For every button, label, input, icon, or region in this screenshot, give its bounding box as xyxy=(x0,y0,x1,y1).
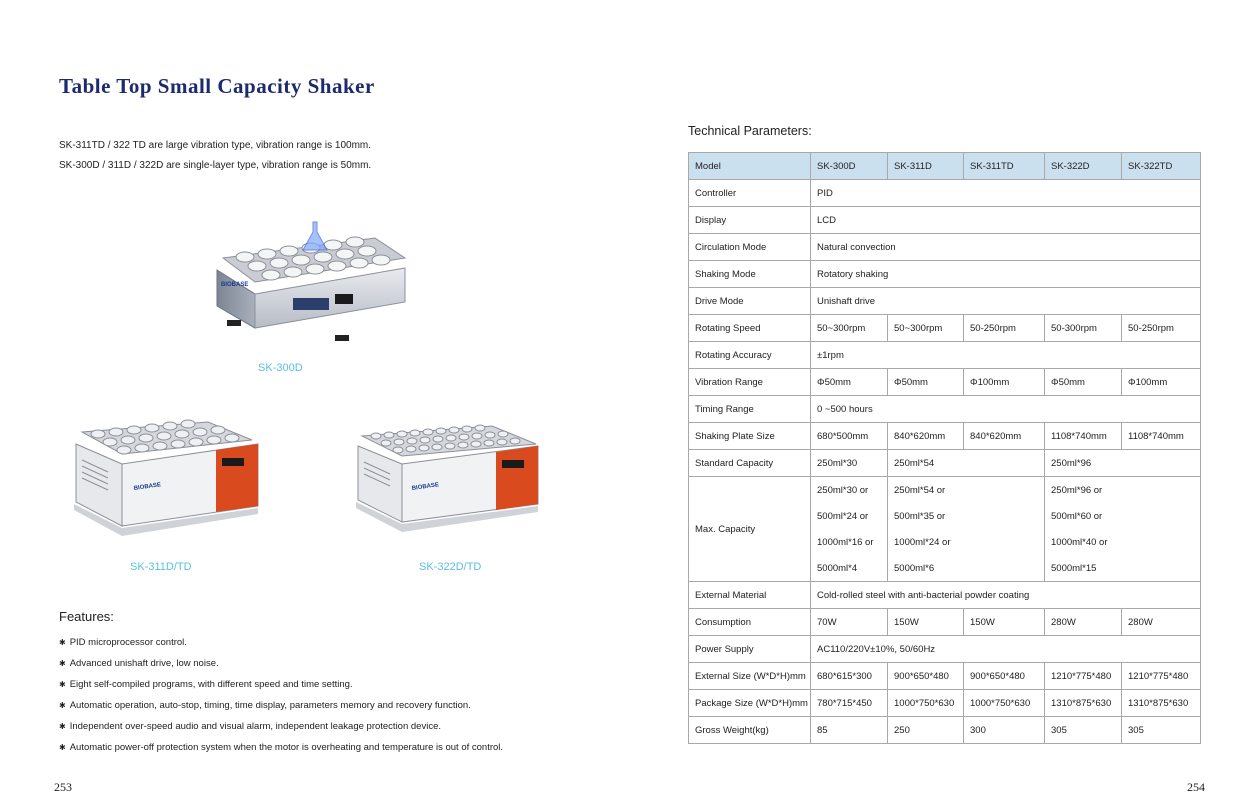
model-column-header: SK-322D xyxy=(1045,153,1122,180)
feature-item: ✱ PID microprocessor control. xyxy=(59,636,503,657)
cell: 1000*750*630 xyxy=(964,690,1045,717)
table-row xyxy=(689,663,1201,690)
technical-parameters-heading: Technical Parameters: xyxy=(688,124,812,138)
cell: 500ml*24 or xyxy=(811,503,888,529)
cell: 1108*740mm xyxy=(1045,423,1122,450)
cell: 900*650*480 xyxy=(964,663,1045,690)
cell: 1000ml*16 or xyxy=(811,529,888,555)
cell: 305 xyxy=(1045,717,1122,744)
cell: 280W xyxy=(1045,609,1122,636)
row-label: Power Supply xyxy=(689,636,811,663)
row-label: Display xyxy=(689,207,811,234)
cell: 840*620mm xyxy=(888,423,964,450)
cell: 50-300rpm xyxy=(1045,315,1122,342)
cell: 1000*750*630 xyxy=(888,690,964,717)
cell: 70W xyxy=(811,609,888,636)
table-row xyxy=(689,369,1201,396)
cell: Φ100mm xyxy=(964,369,1045,396)
table-row xyxy=(689,315,1201,342)
header-model-label: Model xyxy=(689,153,811,180)
cell: 1000ml*24 or xyxy=(888,529,1045,555)
row-label: Vibration Range xyxy=(689,369,811,396)
model-column-header: SK-311D xyxy=(888,153,964,180)
table-row xyxy=(689,207,1201,234)
cell: Φ50mm xyxy=(811,369,888,396)
caption-sk300d: SK-300D xyxy=(258,362,303,374)
cell: 250ml*30 xyxy=(811,450,888,477)
cell: 1210*775*480 xyxy=(1122,663,1201,690)
table-header-row xyxy=(689,153,1201,180)
cell: 50-250rpm xyxy=(964,315,1045,342)
table-row xyxy=(689,234,1201,261)
cell: 5000ml*15 xyxy=(1045,555,1201,582)
cell: 250ml*96 or xyxy=(1045,477,1201,504)
cell: 280W xyxy=(1122,609,1201,636)
cell: 150W xyxy=(964,609,1045,636)
row-label: Shaking Mode xyxy=(689,261,811,288)
cell: 680*500mm xyxy=(811,423,888,450)
page-title: Table Top Small Capacity Shaker xyxy=(59,74,375,98)
cell: 250ml*54 xyxy=(888,450,1045,477)
row-label: Package Size (W*D*H)mm xyxy=(689,690,811,717)
row-label: External Size (W*D*H)mm xyxy=(689,663,811,690)
feature-item: ✱ Eight self-compiled programs, with different speed and time setting. xyxy=(59,678,503,699)
cell: 1310*875*630 xyxy=(1122,690,1201,717)
row-label: Shaking Plate Size xyxy=(689,423,811,450)
feature-item: ✱ Advanced unishaft drive, low noise. xyxy=(59,657,503,678)
feature-item: ✱ Automatic power-off protection system when the motor is overheating and temperature is out of control. xyxy=(59,741,503,762)
intro-line-1: SK-311TD / 322 TD are large vibration type, vibration range is 100mm. xyxy=(59,140,372,151)
model-column-header: SK-311TD xyxy=(964,153,1045,180)
feature-item: ✱ Automatic operation, auto-stop, timing, time display, parameters memory and recovery function. xyxy=(59,699,503,720)
model-column-header: SK-322TD xyxy=(1122,153,1201,180)
row-label: Controller xyxy=(689,180,811,207)
cell: 50-250rpm xyxy=(1122,315,1201,342)
cell: 500ml*35 or xyxy=(888,503,1045,529)
table-row xyxy=(689,423,1201,450)
table-row xyxy=(689,477,1201,504)
row-label: Standard Capacity xyxy=(689,450,811,477)
caption-sk311d: SK-311D/TD xyxy=(130,561,192,573)
cell: 250ml*30 or xyxy=(811,477,888,504)
brand-logo-sk300d: BIOBASE xyxy=(221,282,249,288)
cell: 5000ml*6 xyxy=(888,555,1045,582)
cell: ±1rpm xyxy=(811,342,1201,369)
cell: 1210*775*480 xyxy=(1045,663,1122,690)
cell: Cold-rolled steel with anti-bacterial powder coating xyxy=(811,582,1201,609)
cell: 500ml*60 or xyxy=(1045,503,1201,529)
table-row xyxy=(689,717,1201,744)
model-column-header: SK-300D xyxy=(811,153,888,180)
cell: 305 xyxy=(1122,717,1201,744)
cell: Unishaft drive xyxy=(811,288,1201,315)
table-row xyxy=(689,450,1201,477)
intro-line-2: SK-300D / 311D / 322D are single-layer type, vibration range is 50mm. xyxy=(59,160,372,171)
cell: 300 xyxy=(964,717,1045,744)
cell: 1108*740mm xyxy=(1122,423,1201,450)
cell: Φ50mm xyxy=(888,369,964,396)
row-label: Timing Range xyxy=(689,396,811,423)
row-label: Drive Mode xyxy=(689,288,811,315)
row-label: Consumption xyxy=(689,609,811,636)
cell: PID xyxy=(811,180,1201,207)
caption-sk322d: SK-322D/TD xyxy=(419,561,482,573)
cell: 50~300rpm xyxy=(811,315,888,342)
shaker-image-sk311d xyxy=(68,414,268,544)
cell: 250ml*96 xyxy=(1045,450,1201,477)
table-row xyxy=(689,582,1201,609)
table-row xyxy=(689,636,1201,663)
cell: 900*650*480 xyxy=(888,663,964,690)
cell: Natural convection xyxy=(811,234,1201,261)
shaker-image-sk322d xyxy=(352,422,544,540)
row-label: Max. Capacity xyxy=(689,477,811,582)
cell: LCD xyxy=(811,207,1201,234)
cell: 85 xyxy=(811,717,888,744)
cell: 780*715*450 xyxy=(811,690,888,717)
features-heading: Features: xyxy=(59,609,114,624)
row-label: Gross Weight(kg) xyxy=(689,717,811,744)
table-row xyxy=(689,342,1201,369)
shaker-image-sk300d xyxy=(205,210,420,350)
cell: 50~300rpm xyxy=(888,315,964,342)
table-row xyxy=(689,180,1201,207)
feature-item: ✱ Independent over-speed audio and visual alarm, independent leakage protection device. xyxy=(59,720,503,741)
cell: 1000ml*40 or xyxy=(1045,529,1201,555)
table-row xyxy=(689,396,1201,423)
cell: 1310*875*630 xyxy=(1045,690,1122,717)
brand-logo-sk311d: BIOBASE xyxy=(133,482,162,492)
cell: 250ml*54 or xyxy=(888,477,1045,504)
cell: 0 ~500 hours xyxy=(811,396,1201,423)
cell: 250 xyxy=(888,717,964,744)
row-label: Rotating Speed xyxy=(689,315,811,342)
page-number-left: 253 xyxy=(54,780,72,794)
row-label: External Material xyxy=(689,582,811,609)
table-row xyxy=(689,609,1201,636)
page-number-right: 254 xyxy=(1187,780,1205,794)
brand-logo-sk322d: BIOBASE xyxy=(411,482,440,492)
cell: 5000ml*4 xyxy=(811,555,888,582)
table-row xyxy=(689,261,1201,288)
table-row xyxy=(689,288,1201,315)
features-list xyxy=(59,636,503,762)
cell: Rotatory shaking xyxy=(811,261,1201,288)
row-label: Rotating Accuracy xyxy=(689,342,811,369)
cell: 840*620mm xyxy=(964,423,1045,450)
cell: 680*615*300 xyxy=(811,663,888,690)
table-row xyxy=(689,690,1201,717)
technical-parameters-table xyxy=(688,152,1201,744)
cell: Φ50mm xyxy=(1045,369,1122,396)
row-label: Circulation Mode xyxy=(689,234,811,261)
cell: AC110/220V±10%, 50/60Hz xyxy=(811,636,1201,663)
cell: 150W xyxy=(888,609,964,636)
cell: Φ100mm xyxy=(1122,369,1201,396)
